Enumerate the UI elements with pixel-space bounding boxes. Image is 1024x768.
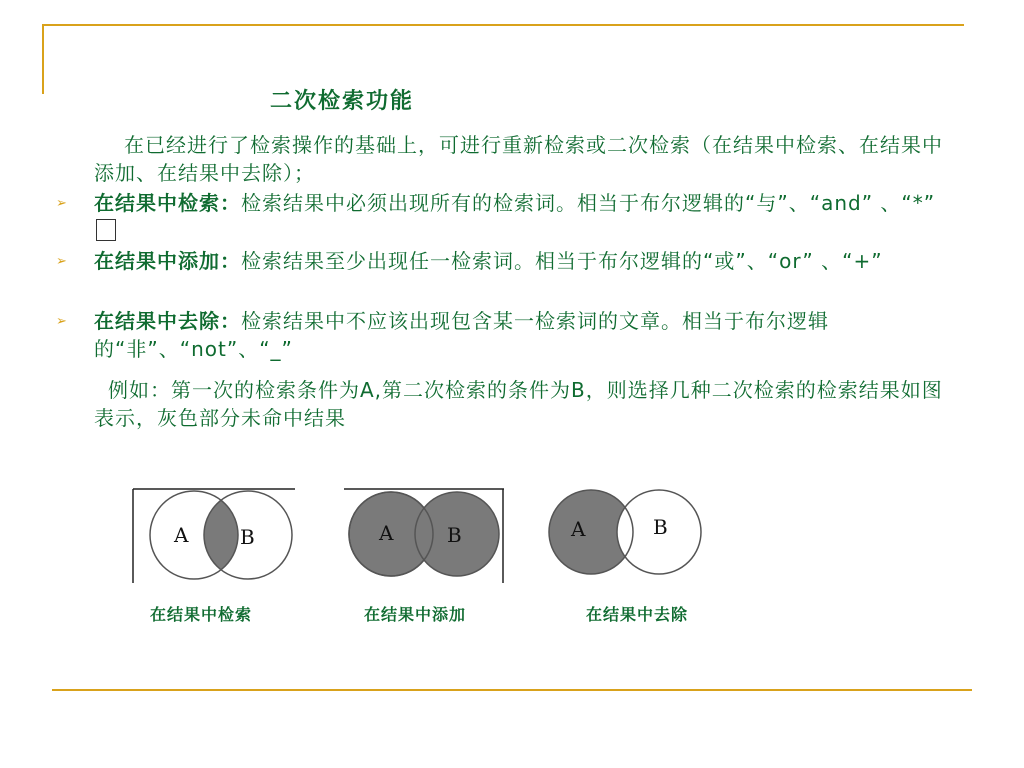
label-a: A [174,523,189,547]
bullet-desc: 检索结果至少出现任一检索词。相当于布尔逻辑的“或”、“or” 、“+” [241,249,883,273]
caption-remove-from-results: 在结果中去除 [586,605,689,624]
venn-diagram-intersection [132,488,296,584]
venn-diagram-a-only [545,488,707,584]
bullet-arrow-icon: ➢ [56,314,67,329]
bullet-term: 在结果中添加： [94,249,241,273]
label-b: B [240,525,255,549]
intro-paragraph: 在已经进行了检索操作的基础上，可进行重新检索或二次检索（在结果中检索、在结果中添加、在结果中去除）； [94,133,943,185]
bullet-arrow-icon: ➢ [56,254,67,269]
caption-search-in-results: 在结果中检索 [150,605,253,624]
bullet-arrow-icon: ➢ [56,196,67,211]
caption-add-to-results: 在结果中添加 [364,605,467,624]
example-paragraph: 例如：第一次的检索条件为A,第二次检索的条件为B，则选择几种二次检索的检索结果如图表示，灰色部分未命中结果 [94,378,943,430]
label-a: A [379,521,394,545]
label-a: A [571,517,586,541]
label-b: B [653,515,668,539]
bullet-add-to-results [94,247,944,275]
label-b: B [447,523,462,547]
venn-diagram-union [343,488,505,584]
bullet-desc: 检索结果中必须出现所有的检索词。相当于布尔逻辑的“与”、“and” 、“*” [241,191,936,215]
placeholder-box-icon [96,219,116,241]
top-rule [42,24,964,26]
bullet-search-in-results [94,189,944,245]
bottom-rule [52,689,972,691]
bullet-desc: 检索结果中不应该出现包含某一检索词的文章。相当于布尔逻辑的“非”、“not”、“_” [94,309,829,361]
bullet-remove-from-results [94,307,944,363]
slide-title: 二次检索功能 [270,89,415,114]
bullet-term: 在结果中去除： [94,309,241,333]
bullet-term: 在结果中检索： [94,191,241,215]
left-rule [42,24,44,94]
